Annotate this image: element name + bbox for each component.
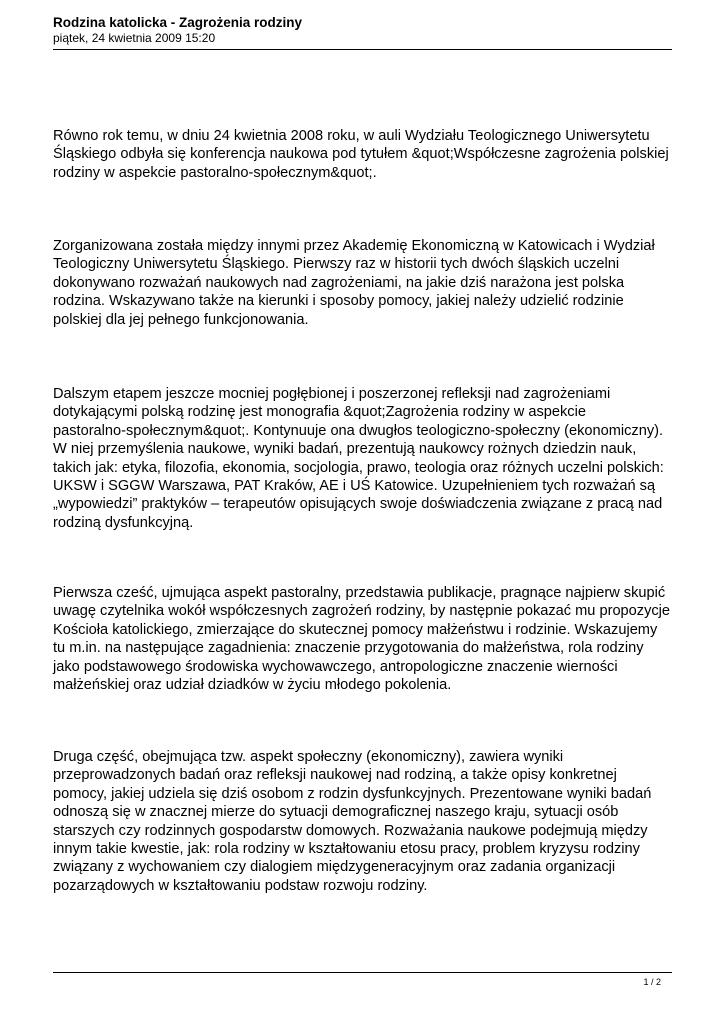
- text-line: Druga część, obejmująca tzw. aspekt społeczny (ekonomiczny), zawiera wyniki: [53, 749, 564, 765]
- text-line: Śląskiego odbyła się konferencja naukowa pod tytułem &quot;Współczesne zagrożenia polskiej: [53, 146, 669, 163]
- page-number: 1 / 2: [643, 977, 661, 987]
- document-date: piątek, 24 kwietnia 2009 15:20: [53, 31, 216, 45]
- text-line: rodziny w aspekcie pastoralno-społecznym&quot;.: [53, 164, 377, 181]
- text-line: dokonywano rozważań naukowych nad zagrożeniami, na jakie dziś narażona jest polska: [53, 274, 625, 291]
- text-line: Teologiczny Uniwersytetu Śląskiego. Pierwszy raz w historii tych dwóch śląskich uczelni: [53, 256, 620, 273]
- text-line: takich jak: etyka, filozofia, ekonomia, socjologia, prawo, teologia oraz różnych uczelni polskich:: [53, 459, 664, 476]
- text-line: innym takie kwestie, jak: rola rodziny w kształtowaniu etosu pracy, problem kryzysu rodziny: [53, 841, 640, 858]
- text-line: Kościoła katolickiego, zmierzające do skutecznej pomocy małżeństwu i rodzinie. Wskazujemy: [53, 621, 658, 638]
- text-line: uwagę czytelnika wokół współczesnych zagrożeń rodziny, by następnie pokazać mu propozycje: [53, 603, 671, 620]
- text-line: przeprowadzonych badań oraz refleksji naukowej nad rodziną, a także opisy konkretnej: [53, 767, 617, 784]
- text-line: UKSW i SGGW Warszawa, PAT Kraków, AE i UŚ Katowice. Uzupełnieniem tych rozważań są: [53, 478, 656, 495]
- text-line: małżeńskiej oraz udział dziadków w życiu młodego pokolenia.: [53, 677, 452, 694]
- paragraph-3: [53, 385, 678, 532]
- paragraph-4: [53, 584, 678, 694]
- text-line: odnoszą się w znacznej mierze do sytuacji demograficznej naszego kraju, sytuacji osób: [53, 804, 619, 821]
- text-line: rodzina. Wskazywano także na kierunki i sposoby pomocy, jakiej należy udzielić rodzinie: [53, 293, 624, 310]
- text-line: związany z wychowaniem czy dialogiem międzygeneracyjnym oraz zadania organizacji: [53, 859, 616, 876]
- text-line: tu m.in. na następujące zagadnienia: znaczenie przygotowania do małżeństwa, rola rodziny: [53, 640, 644, 657]
- text-line: starszych czy rodzinnych gospodarstw domowych. Rozważania naukowe podejmują między: [53, 822, 648, 839]
- document-title: Rodzina katolicka - Zagrożenia rodziny: [53, 15, 303, 30]
- text-line: pomocy, jakiej udziela się dziś osobom z rodzin dysfunkcyjnych. Prezentowane wyniki badań: [53, 785, 652, 802]
- text-line: W niej przemyślenia naukowe, wyniki badań, prezentują naukowcy rożnych dziedzin nauk,: [53, 441, 637, 458]
- text-line: polskiej dla jej pełnego funkcjonowania.: [53, 311, 309, 328]
- page-header: [53, 15, 672, 46]
- text-line: Dalszym etapem jeszcze mocniej pogłębionej i poszerzonej refleksji nad zagrożeniami: [53, 386, 611, 402]
- footer-divider: [53, 972, 672, 973]
- text-line: dotykającymi polską rodzinę jest monografia &quot;Zagrożenia rodziny w aspekcie: [53, 404, 586, 421]
- text-line: Pierwsza cześć, ujmująca aspekt pastoralny, przedstawia publikacje, pragnące najpierw skupić: [53, 585, 666, 601]
- header-divider: [53, 49, 672, 50]
- text-line: rodziną dysfunkcyjną.: [53, 514, 194, 531]
- text-line: „wypowiedzi” praktyków – terapeutów opisujących swoje doświadczenia związane z pracą nad: [53, 496, 663, 513]
- paragraph-2: [53, 237, 678, 329]
- text-line: Zorganizowana została między innymi przez Akademię Ekonomiczną w Katowicach i Wydział: [53, 238, 655, 254]
- paragraph-1: [53, 127, 678, 182]
- text-line: pastoralno-społecznym&quot;. Kontynuuje ona dwugłos teologiczno-społeczny (ekonomiczny).: [53, 422, 664, 439]
- paragraph-5: [53, 748, 678, 895]
- text-line: jako podstawowego środowiska wychowawczego, antropologiczne znaczenie wierności: [53, 658, 618, 675]
- text-line: Równo rok temu, w dniu 24 kwietnia 2008 roku, w auli Wydziału Teologicznego Uniwersytetu: [53, 128, 650, 144]
- text-line: pozarządowych w kształtowaniu podstaw rozwoju rodziny.: [53, 877, 428, 894]
